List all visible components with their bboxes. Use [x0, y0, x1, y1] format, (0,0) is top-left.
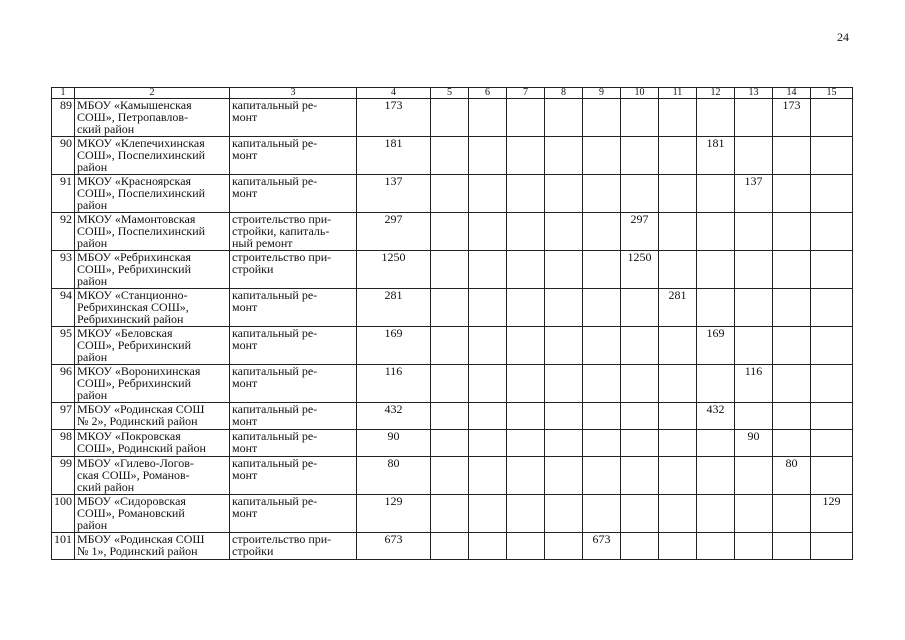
empty-cell	[469, 533, 507, 560]
cell-line: МБОУ «Родинская СОШ	[77, 402, 205, 416]
empty-cell	[469, 251, 507, 289]
row-number-cell: 92	[52, 213, 75, 251]
school-name-cell	[75, 403, 230, 430]
empty-cell	[545, 495, 583, 533]
empty-cell	[469, 495, 507, 533]
work-type-cell	[230, 365, 357, 403]
empty-cell	[431, 137, 469, 175]
school-name-cell	[75, 289, 230, 327]
cell-line: капитальный ре-	[232, 326, 318, 340]
cell-line: СОШ», Поспелихинский	[77, 186, 206, 200]
cell-line: стройки	[232, 262, 274, 276]
cell-line: СОШ», Родинский район	[77, 441, 206, 455]
cell-line: капитальный ре-	[232, 429, 318, 443]
empty-cell	[773, 289, 811, 327]
empty-cell	[583, 175, 621, 213]
cell-line: СОШ», Ребрихинский	[77, 338, 191, 352]
table-row	[52, 495, 853, 533]
empty-cell	[583, 430, 621, 457]
cell-line: район	[77, 350, 108, 364]
empty-cell	[469, 99, 507, 137]
year-value-cell: 181	[697, 137, 735, 175]
empty-cell	[545, 137, 583, 175]
cell-line: МКОУ «Мамонтовская	[77, 212, 196, 226]
cell-line: ская СОШ», Романов-	[77, 468, 190, 482]
empty-cell	[621, 457, 659, 495]
empty-cell	[621, 327, 659, 365]
empty-cell	[431, 495, 469, 533]
empty-cell	[773, 213, 811, 251]
empty-cell	[583, 251, 621, 289]
cell-line: строительство при-	[232, 250, 332, 264]
cell-line: Ребрихинская СОШ»,	[77, 300, 189, 314]
empty-cell	[621, 403, 659, 430]
cell-line: МКОУ «Клепечихинская	[77, 136, 205, 150]
column-number-cell: 2	[75, 88, 230, 99]
empty-cell	[697, 430, 735, 457]
work-type-cell	[230, 137, 357, 175]
cell-line: МКОУ «Покровская	[77, 429, 181, 443]
empty-cell	[659, 457, 697, 495]
empty-cell	[697, 533, 735, 560]
empty-cell	[659, 327, 697, 365]
empty-cell	[469, 213, 507, 251]
total-cell: 169	[357, 327, 431, 365]
column-number-cell: 5	[431, 88, 469, 99]
empty-cell	[469, 175, 507, 213]
cell-line: район	[77, 236, 108, 250]
empty-cell	[545, 99, 583, 137]
cell-line: район	[77, 198, 108, 212]
table-row	[52, 251, 853, 289]
table-row	[52, 365, 853, 403]
year-value-cell: 281	[659, 289, 697, 327]
column-number-cell: 1	[52, 88, 75, 99]
row-number-cell: 93	[52, 251, 75, 289]
cell-line: строительство при-	[232, 212, 332, 226]
empty-cell	[431, 213, 469, 251]
work-type-cell	[230, 533, 357, 560]
table-row	[52, 327, 853, 365]
cell-line: СОШ», Петропавлов-	[77, 110, 189, 124]
empty-cell	[773, 430, 811, 457]
year-value-cell: 116	[735, 365, 773, 403]
cell-line: монт	[232, 376, 258, 390]
empty-cell	[811, 213, 853, 251]
column-number-cell: 9	[583, 88, 621, 99]
empty-cell	[811, 289, 853, 327]
empty-cell	[545, 365, 583, 403]
cell-line: № 1», Родинский район	[77, 544, 198, 558]
school-name-cell	[75, 495, 230, 533]
total-cell: 173	[357, 99, 431, 137]
empty-cell	[545, 403, 583, 430]
year-value-cell: 169	[697, 327, 735, 365]
cell-line: монт	[232, 506, 258, 520]
empty-cell	[697, 99, 735, 137]
cell-line: МБОУ «Ребрихинская	[77, 250, 191, 264]
cell-line: монт	[232, 186, 258, 200]
empty-cell	[545, 251, 583, 289]
column-number-cell: 4	[357, 88, 431, 99]
table-row	[52, 533, 853, 560]
total-cell: 129	[357, 495, 431, 533]
empty-cell	[659, 175, 697, 213]
empty-cell	[773, 327, 811, 365]
cell-line: МКОУ «Воронихинская	[77, 364, 201, 378]
empty-cell	[621, 365, 659, 403]
empty-cell	[773, 495, 811, 533]
year-value-cell: 137	[735, 175, 773, 213]
empty-cell	[431, 533, 469, 560]
empty-cell	[507, 137, 545, 175]
empty-cell	[507, 99, 545, 137]
row-number-cell: 97	[52, 403, 75, 430]
cell-line: монт	[232, 414, 258, 428]
empty-cell	[583, 327, 621, 365]
empty-cell	[431, 403, 469, 430]
year-value-cell: 432	[697, 403, 735, 430]
year-value-cell: 1250	[621, 251, 659, 289]
year-value-cell: 673	[583, 533, 621, 560]
empty-cell	[469, 365, 507, 403]
empty-cell	[469, 403, 507, 430]
empty-cell	[507, 289, 545, 327]
empty-cell	[507, 327, 545, 365]
cell-line: ский район	[77, 122, 135, 136]
empty-cell	[697, 457, 735, 495]
empty-cell	[621, 533, 659, 560]
total-cell: 281	[357, 289, 431, 327]
empty-cell	[811, 457, 853, 495]
empty-cell	[735, 533, 773, 560]
cell-line: стройки, капиталь-	[232, 224, 330, 238]
funding-table	[51, 87, 853, 560]
empty-cell	[507, 251, 545, 289]
table-row	[52, 457, 853, 495]
year-value-cell: 90	[735, 430, 773, 457]
work-type-cell	[230, 403, 357, 430]
empty-cell	[735, 327, 773, 365]
empty-cell	[621, 430, 659, 457]
row-number-cell: 95	[52, 327, 75, 365]
empty-cell	[697, 495, 735, 533]
empty-cell	[621, 99, 659, 137]
school-name-cell	[75, 251, 230, 289]
year-value-cell: 297	[621, 213, 659, 251]
empty-cell	[773, 533, 811, 560]
work-type-cell	[230, 289, 357, 327]
row-number-cell: 90	[52, 137, 75, 175]
empty-cell	[811, 327, 853, 365]
empty-cell	[735, 99, 773, 137]
table-row	[52, 99, 853, 137]
empty-cell	[621, 175, 659, 213]
row-number-cell: 98	[52, 430, 75, 457]
year-value-cell: 129	[811, 495, 853, 533]
cell-line: капитальный ре-	[232, 364, 318, 378]
total-cell: 90	[357, 430, 431, 457]
work-type-cell	[230, 251, 357, 289]
empty-cell	[469, 327, 507, 365]
empty-cell	[583, 365, 621, 403]
empty-cell	[659, 137, 697, 175]
empty-cell	[545, 327, 583, 365]
total-cell: 673	[357, 533, 431, 560]
work-type-cell	[230, 175, 357, 213]
empty-cell	[431, 251, 469, 289]
cell-line: Ребрихинский район	[77, 312, 184, 326]
empty-cell	[735, 251, 773, 289]
empty-cell	[583, 457, 621, 495]
work-type-cell	[230, 213, 357, 251]
cell-line: монт	[232, 441, 258, 455]
empty-cell	[431, 430, 469, 457]
school-name-cell	[75, 533, 230, 560]
year-value-cell: 173	[773, 99, 811, 137]
cell-line: СОШ», Поспелихинский	[77, 224, 206, 238]
empty-cell	[697, 213, 735, 251]
cell-line: капитальный ре-	[232, 456, 318, 470]
cell-line: СОШ», Ребрихинский	[77, 262, 191, 276]
empty-cell	[507, 365, 545, 403]
cell-line: МКОУ «Станционно-	[77, 288, 188, 302]
empty-cell	[811, 403, 853, 430]
empty-cell	[621, 289, 659, 327]
column-number-cell: 8	[545, 88, 583, 99]
cell-line: стройки	[232, 544, 274, 558]
empty-cell	[545, 430, 583, 457]
column-number-cell: 6	[469, 88, 507, 99]
table-row	[52, 430, 853, 457]
cell-line: монт	[232, 148, 258, 162]
row-number-cell: 101	[52, 533, 75, 560]
cell-line: район	[77, 388, 108, 402]
empty-cell	[431, 99, 469, 137]
total-cell: 181	[357, 137, 431, 175]
empty-cell	[545, 457, 583, 495]
cell-line: капитальный ре-	[232, 136, 318, 150]
cell-line: капитальный ре-	[232, 98, 318, 112]
empty-cell	[811, 99, 853, 137]
column-number-cell: 13	[735, 88, 773, 99]
total-cell: 432	[357, 403, 431, 430]
empty-cell	[507, 430, 545, 457]
empty-cell	[811, 533, 853, 560]
work-type-cell	[230, 99, 357, 137]
empty-cell	[735, 137, 773, 175]
empty-cell	[621, 495, 659, 533]
column-number-cell: 15	[811, 88, 853, 99]
cell-line: СОШ», Поспелихинский	[77, 148, 206, 162]
empty-cell	[659, 213, 697, 251]
empty-cell	[735, 213, 773, 251]
empty-cell	[507, 213, 545, 251]
total-cell: 297	[357, 213, 431, 251]
empty-cell	[545, 533, 583, 560]
cell-line: СОШ», Романовский	[77, 506, 185, 520]
empty-cell	[773, 403, 811, 430]
table-row	[52, 175, 853, 213]
school-name-cell	[75, 365, 230, 403]
total-cell: 116	[357, 365, 431, 403]
cell-line: капитальный ре-	[232, 288, 318, 302]
empty-cell	[659, 99, 697, 137]
empty-cell	[583, 213, 621, 251]
school-name-cell	[75, 175, 230, 213]
column-number-cell: 12	[697, 88, 735, 99]
cell-line: МБОУ «Гилево-Логов-	[77, 456, 194, 470]
empty-cell	[659, 533, 697, 560]
empty-cell	[811, 251, 853, 289]
school-name-cell	[75, 213, 230, 251]
year-value-cell: 80	[773, 457, 811, 495]
cell-line: № 2», Родинский район	[77, 414, 198, 428]
empty-cell	[735, 457, 773, 495]
empty-cell	[811, 430, 853, 457]
total-cell: 1250	[357, 251, 431, 289]
cell-line: район	[77, 518, 108, 532]
empty-cell	[773, 251, 811, 289]
empty-cell	[431, 365, 469, 403]
work-type-cell	[230, 327, 357, 365]
empty-cell	[735, 289, 773, 327]
cell-line: район	[77, 274, 108, 288]
empty-cell	[545, 213, 583, 251]
school-name-cell	[75, 137, 230, 175]
empty-cell	[507, 495, 545, 533]
cell-line: монт	[232, 110, 258, 124]
empty-cell	[697, 365, 735, 403]
row-number-cell: 94	[52, 289, 75, 327]
empty-cell	[583, 99, 621, 137]
school-name-cell	[75, 457, 230, 495]
empty-cell	[507, 175, 545, 213]
empty-cell	[507, 457, 545, 495]
empty-cell	[659, 251, 697, 289]
empty-cell	[469, 457, 507, 495]
cell-line: район	[77, 160, 108, 174]
empty-cell	[507, 403, 545, 430]
page-number: 24	[837, 30, 849, 44]
empty-cell	[469, 430, 507, 457]
empty-cell	[469, 289, 507, 327]
empty-cell	[735, 495, 773, 533]
school-name-cell	[75, 430, 230, 457]
cell-line: МКОУ «Беловская	[77, 326, 173, 340]
row-number-cell: 99	[52, 457, 75, 495]
table-row	[52, 289, 853, 327]
cell-line: строительство при-	[232, 532, 332, 546]
work-type-cell	[230, 457, 357, 495]
work-type-cell	[230, 430, 357, 457]
empty-cell	[811, 365, 853, 403]
cell-line: МБОУ «Родинская СОШ	[77, 532, 205, 546]
empty-cell	[431, 289, 469, 327]
cell-line: капитальный ре-	[232, 174, 318, 188]
empty-cell	[545, 289, 583, 327]
empty-cell	[583, 403, 621, 430]
empty-cell	[431, 457, 469, 495]
empty-cell	[431, 175, 469, 213]
empty-cell	[735, 403, 773, 430]
empty-cell	[507, 533, 545, 560]
empty-cell	[773, 365, 811, 403]
cell-line: СОШ», Ребрихинский	[77, 376, 191, 390]
cell-line: монт	[232, 300, 258, 314]
empty-cell	[659, 495, 697, 533]
column-number-cell: 10	[621, 88, 659, 99]
row-number-cell: 96	[52, 365, 75, 403]
empty-cell	[659, 365, 697, 403]
cell-line: капитальный ре-	[232, 402, 318, 416]
work-type-cell	[230, 495, 357, 533]
school-name-cell	[75, 99, 230, 137]
table-row	[52, 403, 853, 430]
cell-line: монт	[232, 338, 258, 352]
column-number-row	[52, 88, 853, 99]
row-number-cell: 91	[52, 175, 75, 213]
empty-cell	[583, 495, 621, 533]
empty-cell	[773, 175, 811, 213]
empty-cell	[697, 289, 735, 327]
column-number-cell: 3	[230, 88, 357, 99]
row-number-cell: 89	[52, 99, 75, 137]
cell-line: МБОУ «Камышенская	[77, 98, 192, 112]
row-number-cell: 100	[52, 495, 75, 533]
empty-cell	[697, 251, 735, 289]
empty-cell	[811, 175, 853, 213]
cell-line: ный ремонт	[232, 236, 293, 250]
total-cell: 137	[357, 175, 431, 213]
column-number-cell: 14	[773, 88, 811, 99]
empty-cell	[431, 327, 469, 365]
cell-line: монт	[232, 468, 258, 482]
column-number-cell: 11	[659, 88, 697, 99]
empty-cell	[583, 289, 621, 327]
empty-cell	[659, 430, 697, 457]
empty-cell	[659, 403, 697, 430]
empty-cell	[697, 175, 735, 213]
column-number-cell: 7	[507, 88, 545, 99]
empty-cell	[621, 137, 659, 175]
empty-cell	[545, 175, 583, 213]
table-row	[52, 137, 853, 175]
cell-line: МБОУ «Сидоровская	[77, 494, 186, 508]
cell-line: капитальный ре-	[232, 494, 318, 508]
cell-line: МКОУ «Красноярская	[77, 174, 192, 188]
total-cell: 80	[357, 457, 431, 495]
school-name-cell	[75, 327, 230, 365]
table-row	[52, 213, 853, 251]
empty-cell	[773, 137, 811, 175]
empty-cell	[469, 137, 507, 175]
empty-cell	[811, 137, 853, 175]
cell-line: ский район	[77, 480, 135, 494]
empty-cell	[583, 137, 621, 175]
